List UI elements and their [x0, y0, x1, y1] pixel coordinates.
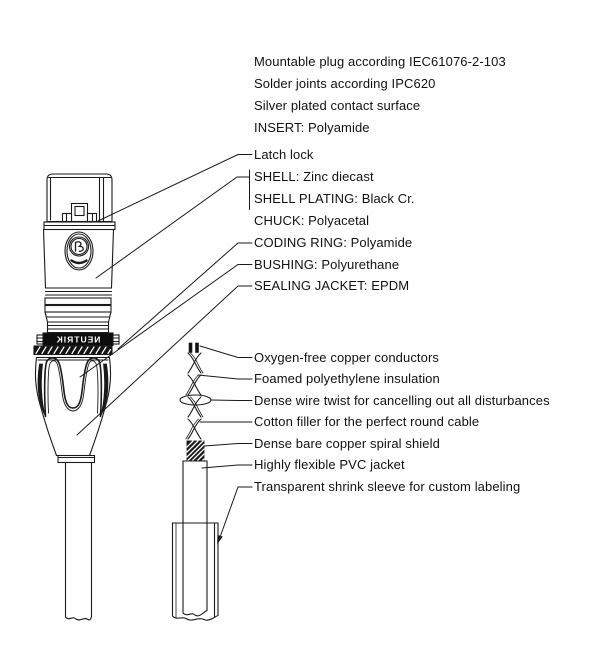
leader-shrink-sleeve	[219, 487, 252, 540]
leader-coding-ring	[118, 243, 252, 349]
neutrik-band-label: NEUTRIK	[55, 334, 101, 345]
ribbed-rings-drawing	[45, 288, 112, 333]
label-shrink-sleeve: Transparent shrink sleeve for custom labeling	[254, 479, 521, 494]
cable-cross-section-drawing	[173, 343, 219, 620]
label-pvc-jacket: Highly flexible PVC jacket	[254, 457, 405, 472]
copper-conductors-drawing	[189, 343, 199, 353]
label-latch-lock: Latch lock	[254, 147, 314, 162]
bushing-boot-drawing	[35, 358, 110, 463]
pvc-jacket-drawing	[183, 461, 207, 616]
coding-ring-drawing	[34, 346, 112, 355]
leader-wire-twist	[211, 400, 252, 401]
label-spiral-shield: Dense bare copper spiral shield	[254, 436, 440, 451]
label-insulation: Foamed polyethylene insulation	[254, 371, 440, 386]
label-sealing-jacket: SEALING JACKET: EPDM	[254, 278, 410, 293]
chuck-drawing	[44, 230, 114, 289]
label-cotton-filler: Cotton filler for the perfect round cable	[254, 414, 480, 429]
leader-spiral-shield	[204, 444, 252, 447]
label-wire-twist: Dense wire twist for cancelling out all disturbances	[254, 393, 550, 408]
label-contact-surface: Silver plated contact surface	[254, 98, 421, 113]
shell-flange-drawing	[44, 222, 115, 230]
leader-insulation	[198, 375, 252, 379]
spiral-shield-drawing	[187, 441, 204, 461]
label-chuck: CHUCK: Polyacetal	[254, 213, 370, 228]
label-shell-plating: SHELL PLATING: Black Cr.	[254, 191, 415, 206]
label-copper-conductors: Oxygen-free copper conductors	[254, 350, 439, 365]
leader-conductors	[200, 346, 252, 358]
leader-pvc-jacket	[202, 465, 252, 468]
label-insert: INSERT: Polyamide	[254, 120, 370, 135]
leader-shrink-sleeve-arrowhead	[218, 535, 223, 543]
label-solder-joints: Solder joints according IPC620	[254, 76, 436, 91]
label-mountable-plug: Mountable plug according IEC61076-2-103	[254, 54, 506, 69]
label-shell: SHELL: Zinc diecast	[254, 169, 374, 184]
leader-shell	[96, 177, 250, 278]
latch-lock-drawing	[63, 204, 97, 222]
label-coding-ring: CODING RING: Polyamide	[254, 235, 413, 250]
cable-drawing	[66, 463, 92, 620]
leader-latch-lock	[98, 155, 252, 222]
label-bushing: BUSHING: Polyurethane	[254, 257, 400, 272]
neutrik-logo-icon	[70, 237, 89, 256]
